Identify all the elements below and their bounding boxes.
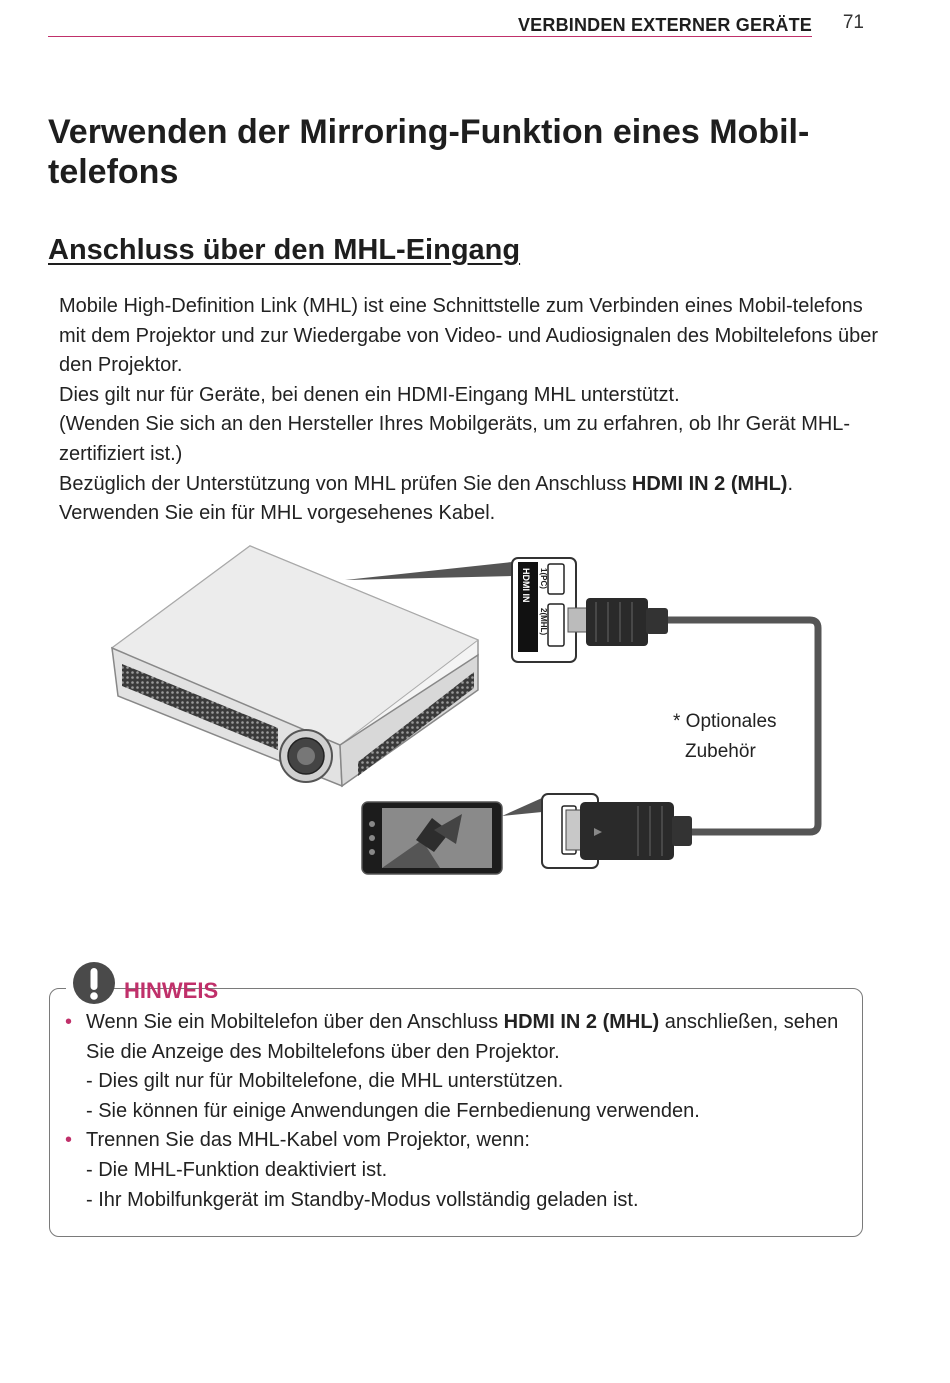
body-paragraph-devices: Dies gilt nur für Geräte, bei denen ein HDMI-Eingang MHL unterstützt. — [59, 383, 680, 406]
phone-callout-pointer — [502, 798, 542, 816]
callout-pointer — [345, 562, 512, 580]
body-text — [59, 292, 879, 529]
body-paragraph-mhl: Mobile High-Definition Link (MHL) ist eine Schnittstelle zum Verbinden eines Mobil-telefons mit dem Projektor und zur Wiedergabe von Video- und Audiosignalen des Mobiltelefons über den Projektor. — [59, 295, 879, 377]
exclamation-icon — [72, 961, 116, 1005]
body-paragraph-cable: Verwenden Sie ein für MHL vorgesehenes Kabel. — [59, 502, 496, 525]
hdmi-plug-icon — [568, 598, 668, 646]
port-name: HDMI IN 2 (MHL) — [503, 1011, 660, 1033]
mobile-phone-icon — [362, 802, 502, 874]
note-header — [66, 958, 219, 1008]
list-item: • Trennen Sie das MHL-Kabel vom Projektor, wenn: - Die MHL-Funktion deaktiviert ist. - Ihr Mobilfunkgerät im Standby-Modus vollständig geladen ist. — [65, 1126, 845, 1215]
page-header — [48, 10, 914, 38]
bullet-icon: • — [65, 1129, 73, 1152]
micro-usb-plug-icon — [542, 794, 692, 868]
body-paragraph-manufacturer: (Wenden Sie sich an den Hersteller Ihres Mobilgeräts, um zu erfahren, ob Ihr Gerät MHL-zertifiziert ist.) — [59, 413, 851, 465]
connection-diagram — [110, 540, 830, 880]
hdmi-port-panel — [512, 558, 576, 662]
projector-icon — [112, 546, 478, 786]
section-title: VERBINDEN EXTERNER GERÄTE — [517, 15, 812, 35]
port2-label: 2(MHL) — [539, 608, 548, 636]
section-subtitle: Anschluss über den MHL-Eingang — [48, 234, 521, 266]
page-title: Verwenden der Mirroring-Funktion eines Mobil-telefons — [48, 113, 810, 191]
bullet-icon: • — [65, 1011, 73, 1033]
port-label: HDMI IN — [521, 568, 531, 603]
note-list — [65, 1008, 845, 1215]
list-item: • Wenn Sie ein Mobiltelefon über den Anschluss HDMI IN 2 (MHL) anschließen, sehen Sie die Anzeige des Mobiltelefons über den Projektor. - Dies gilt nur für Mobiltelefone, die MHL unterstützen. - Sie können für einige Anwendungen die Fernbedienung verwenden. — [65, 1008, 845, 1126]
header-rule — [48, 36, 812, 37]
port-name: HDMI IN 2 (MHL) — [631, 472, 788, 495]
note-title: HINWEIS — [124, 978, 219, 1003]
body-paragraph-port: Bezüglich der Unterstützung von MHL prüfen Sie den Anschluss HDMI IN 2 (MHL). — [59, 472, 794, 495]
page-number: 71 — [842, 12, 864, 33]
port1-label: 1(PC) — [539, 568, 548, 589]
optional-accessory-label: * Optionales Zubehör — [673, 711, 777, 762]
